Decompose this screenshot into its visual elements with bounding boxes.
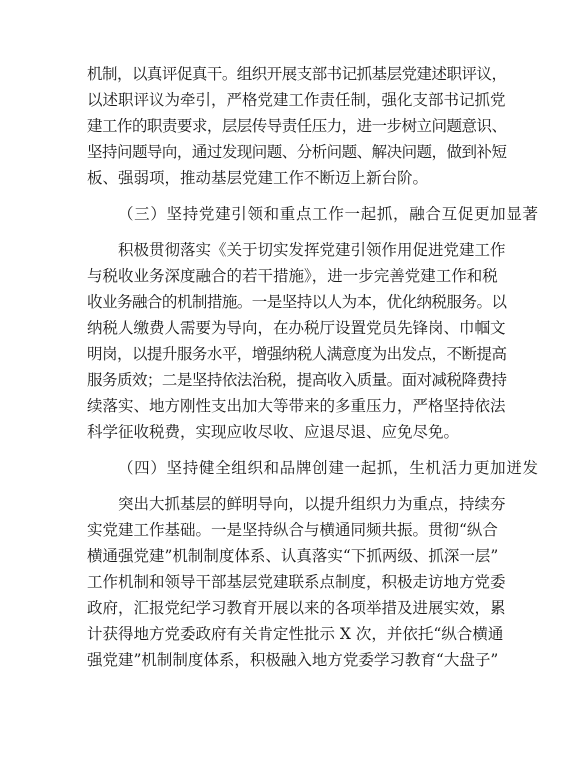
section-heading: （四）坚持健全组织和品牌创建一起抓，生机活力更加迸发 xyxy=(118,459,539,477)
text-line: 工作机制和领导干部基层党建联系点制度，积极走访地方党委 xyxy=(87,573,506,591)
text-line: 收业务融合的机制措施。一是坚持以人为本，优化纳税服务。以 xyxy=(87,293,507,311)
text-line: 板、强弱项，推动基层党建工作不断迈上新台阶。 xyxy=(87,169,429,187)
text-line: 政府，汇报党纪学习教育开展以来的各项举措及进展实效，累 xyxy=(87,599,506,617)
text-line: 实党建工作基础。一是坚持纵合与横通同频共振。贯彻“纵合 xyxy=(87,521,498,539)
text-line: 坚持问题导向，通过发现问题、分析问题、解决问题，做到补短 xyxy=(87,143,507,161)
section-heading: （三）坚持党建引领和重点工作一起抓，融合互促更加显著 xyxy=(118,205,539,223)
text-line: 强党建”机制制度体系，积极融入地方党委学习教育“大盘子” xyxy=(87,651,499,669)
text-line: 与税收业务深度融合的若干措施》，进一步完善党建工作和税 xyxy=(87,267,498,285)
text-line: 积极贯彻落实《关于切实发挥党建引领作用促进党建工作 xyxy=(118,241,506,259)
text-line: 以述职评议为牵引，严格党建工作责任制，强化支部书记抓党 xyxy=(87,91,506,109)
text-line: 纳税人缴费人需要为导向，在办税厅设置党员先锋岗、巾帼文 xyxy=(87,319,506,337)
text-line: 续落实、地方刚性支出加大等带来的多重压力，严格坚持依法 xyxy=(87,397,506,415)
text-line: 计获得地方党委政府有关肯定性批示 X 次，并依托“纵合横通 xyxy=(87,625,504,643)
text-line: 机制，以真评促真干。组织开展支部书记抓基层党建述职评议， xyxy=(87,65,507,83)
text-line: 明岗，以提升服务水平，增强纳税人满意度为出发点，不断提高 xyxy=(87,345,507,363)
text-line: 建工作的职责要求，层层传导责任压力，进一步树立问题意识、 xyxy=(87,117,507,135)
text-line: 服务质效；二是坚持依法治税，提高收入质量。面对减税降费持 xyxy=(87,371,507,389)
text-line: 科学征收税费，实现应收尽收、应退尽退、应免尽免。 xyxy=(87,423,460,441)
text-line: 突出大抓基层的鲜明导向，以提升组织力为重点，持续夯 xyxy=(118,495,506,513)
text-line: 横通强党建”机制制度体系、认真落实“下抓两级、抓深一层” xyxy=(87,547,499,565)
